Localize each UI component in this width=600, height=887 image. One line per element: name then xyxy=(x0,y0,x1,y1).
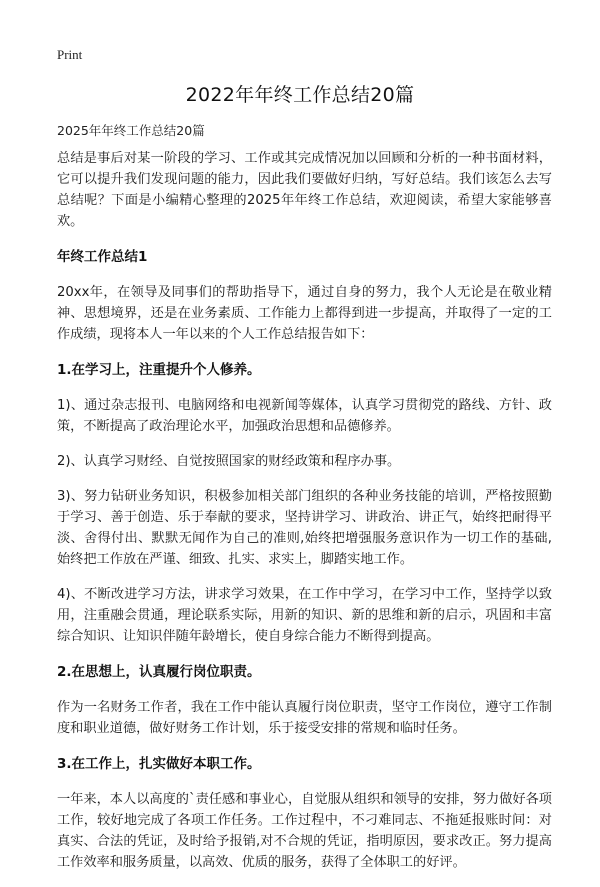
intro-paragraph: 总结是事后对某一阶段的学习、工作或其完成情况加以回顾和分析的一种书面材料，它可以提升我们发现问题的能力，因此我们要做好归纳，写好总结。我们该怎么去写总结呢？下面是小编精心整理的2025年年终工作总结，欢迎阅读，希望大家能够喜欢。 xyxy=(57,151,552,229)
thought-paragraph: 作为一名财务工作者，我在工作中能认真履行岗位职责，坚守工作岗位，遵守工作制度和职业道德，做好财务工作计划，乐于接受安排的常规和临时任务。 xyxy=(57,700,552,736)
list-item: 1)、通过杂志报刊、电脑网络和电视新闻等媒体，认真学习贯彻党的路线、方针、政策，不断提高了政治理论水平，加强政治思想和品德修养。 xyxy=(57,398,552,434)
print-link[interactable]: Print xyxy=(57,47,83,62)
list-item: 3)、努力钻研业务知识，积极参加相关部门组织的各种业务技能的培训，严格按照勤于学习、善于创造、乐于奉献的要求，坚持讲学习、讲政治、讲正气，始终把耐得平淡、舍得付出、默默无闻作为自己的准则,始终把增强服务意识作为一切工作的基础,始终把工作放在严谨、细致、扎实、求实上，脚踏实地工作。 xyxy=(57,489,552,567)
document-title: 2022年年终工作总结20篇 xyxy=(185,84,415,106)
list-item: 2)、认真学习财经、自觉按照国家的财经政策和程序办事。 xyxy=(57,454,401,469)
subheading-thought: 2.在思想上，认真履行岗位职责。 xyxy=(57,664,261,680)
document-body xyxy=(57,148,552,887)
section-intro-paragraph: 20xx年，在领导及同事们的帮助指导下，通过自身的努力，我个人无论是在敬业精神、思想境界，还是在业务素质、工作能力上都得到进一步提高，并取得了一定的工作成绩，现将本人一年以来的个人工作总结报告如下： xyxy=(57,285,552,342)
subheading-study: 1.在学习上，注重提升个人修养。 xyxy=(57,362,261,378)
document-subtitle: 2025年年终工作总结20篇 xyxy=(57,123,205,138)
subheading-work: 3.在工作上，扎实做好本职工作。 xyxy=(57,756,261,772)
section-heading: 年终工作总结1 xyxy=(57,249,148,265)
list-item: 4)、不断改进学习方法，讲求学习效果，在工作中学习，在学习中工作，坚持学以致用，注重融会贯通，理论联系实际，用新的知识、新的思维和新的启示，巩固和丰富综合知识、让知识伴随年龄增长，使自身综合能力不断得到提高。 xyxy=(57,587,552,644)
work-paragraph: 一年来，本人以高度的`责任感和事业心，自觉服从组织和领导的安排，努力做好各项工作，较好地完成了各项工作任务。工作过程中，不刁难同志、不拖延报账时间：对真实、合法的凭证，及时给予报销,对不合规的凭证，指明原因，要求改正。努力提高工作效率和服务质量，以高效、优质的服务，获得了全体职工的好评。 xyxy=(57,792,552,870)
